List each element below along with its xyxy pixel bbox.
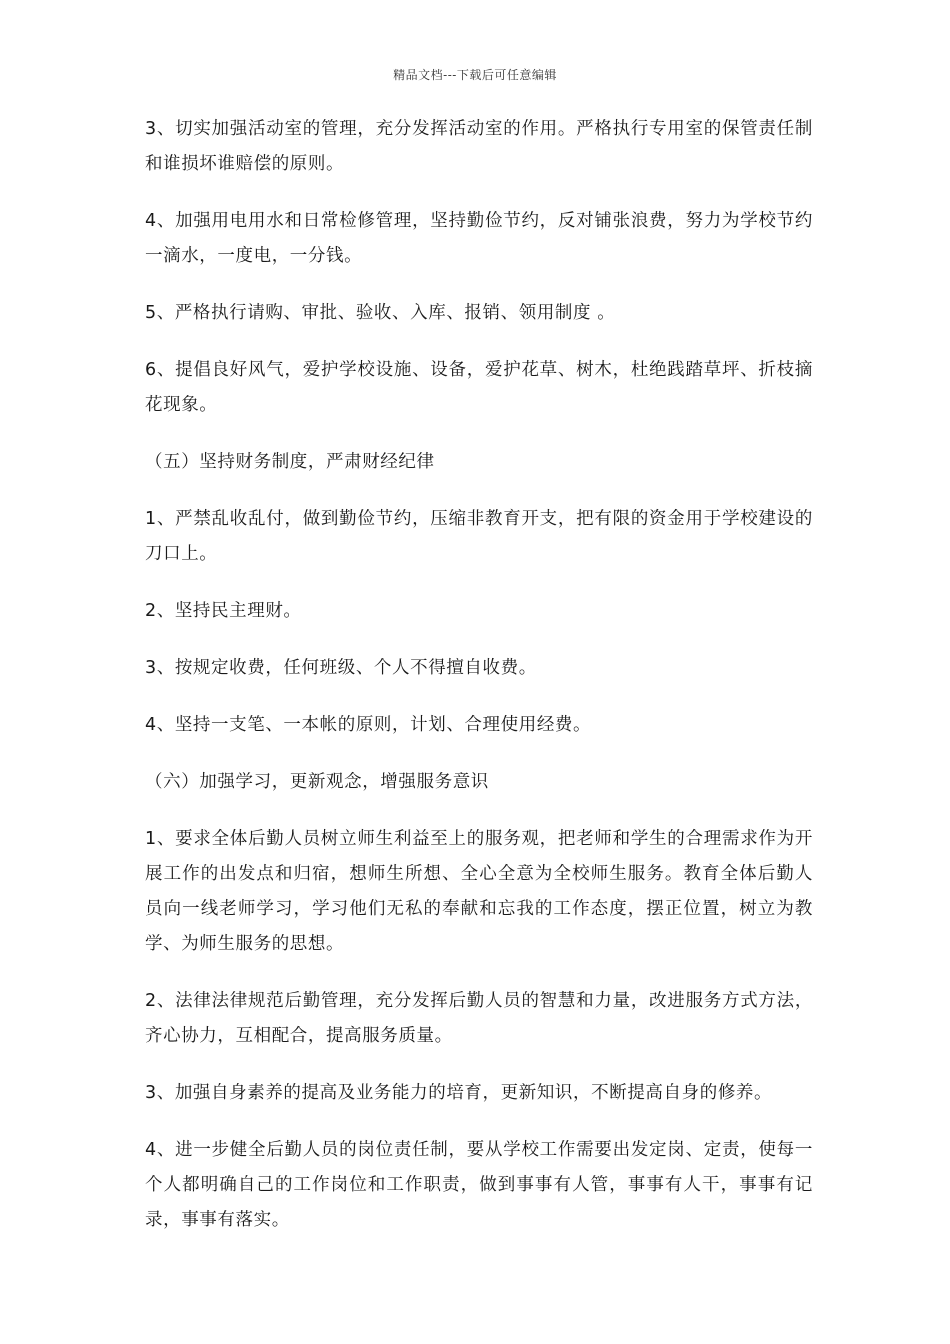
document-body <box>145 112 813 1260</box>
paragraph: 2、法律法律规范后勤管理，充分发挥后勤人员的智慧和力量，改进服务方式方法，齐心协力，互相配合，提高服务质量。 <box>145 991 813 1046</box>
page-header: 精品文档---下载后可任意编辑 <box>393 68 557 82</box>
paragraph: 2、坚持民主理财。 <box>145 601 302 621</box>
paragraph: 3、切实加强活动室的管理，充分发挥活动室的作用。严格执行专用室的保管责任制和谁损坏谁赔偿的原则。 <box>145 119 813 174</box>
paragraph: 3、加强自身素养的提高及业务能力的培育，更新知识，不断提高自身的修养。 <box>145 1083 773 1103</box>
paragraph: 3、按规定收费，任何班级、个人不得擅自收费。 <box>145 658 537 678</box>
paragraph: 4、进一步健全后勤人员的岗位责任制，要从学校工作需要出发定岗、定责，使每一个人都明确自己的工作岗位和工作职责，做到事事有人管，事事有人干，事事有记录，事事有落实。 <box>145 1140 813 1230</box>
paragraph: 6、提倡良好风气，爱护学校设施、设备，爱护花草、树木，杜绝践踏草坪、折枝摘花现象。 <box>145 360 813 415</box>
paragraph: 5、严格执行请购、审批、验收、入库、报销、领用制度 。 <box>145 303 616 323</box>
paragraph: 4、加强用电用水和日常检修管理，坚持勤俭节约，反对铺张浪费，努力为学校节约一滴水，一度电，一分钱。 <box>145 211 813 266</box>
paragraph: 1、严禁乱收乱付，做到勤俭节约，压缩非教育开支，把有限的资金用于学校建设的刀口上。 <box>145 509 813 564</box>
section-heading: （五）坚持财务制度，严肃财经纪律 <box>145 452 435 472</box>
paragraph: 4、坚持一支笔、一本帐的原则，计划、合理使用经费。 <box>145 715 592 735</box>
paragraph: 1、要求全体后勤人员树立师生利益至上的服务观，把老师和学生的合理需求作为开展工作的出发点和归宿，想师生所想、全心全意为全校师生服务。教育全体后勤人员向一线老师学习，学习他们无私的奉献和忘我的工作态度，摆正位置，树立为教学、为师生服务的思想。 <box>145 829 813 954</box>
section-heading: （六）加强学习，更新观念，增强服务意识 <box>145 772 489 792</box>
